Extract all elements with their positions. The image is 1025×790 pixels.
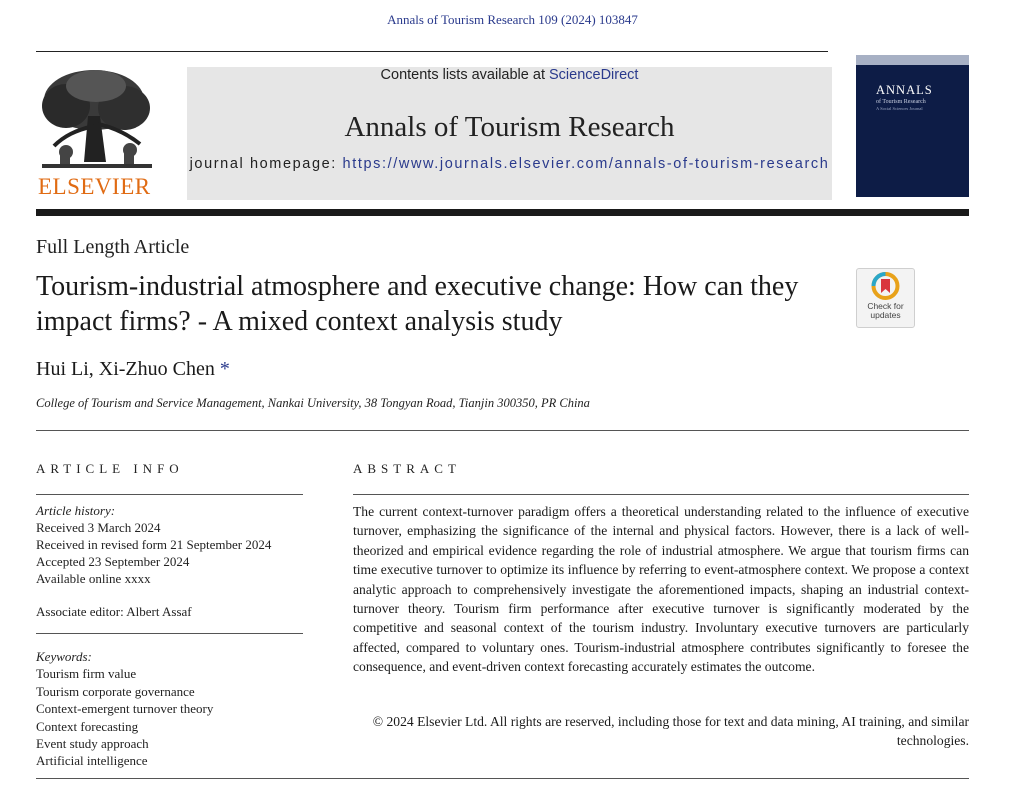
keywords-list xyxy=(36,648,213,770)
copyright-notice: © 2024 Elsevier Ltd. All rights are reserved, including those for text and data mining, AI training, and similar technologies. xyxy=(372,714,969,749)
cover-title: ANNALS xyxy=(876,83,933,97)
bottom-divider xyxy=(36,778,969,779)
affiliation-divider xyxy=(36,430,969,431)
history-item: Accepted 23 September 2024 xyxy=(36,554,190,569)
keyword-item: Tourism firm value xyxy=(36,666,137,682)
journal-homepage xyxy=(187,153,832,175)
badge-line-1: Check for xyxy=(867,301,904,311)
homepage-url-link[interactable]: https://www.journals.elsevier.com/annals-of-tourism-research xyxy=(342,156,830,172)
article-info-heading: ARTICLE INFO xyxy=(36,461,184,476)
header-thick-divider xyxy=(36,209,969,216)
author-affiliation: College of Tourism and Service Management, Nankai University, 38 Tongyan Road, Tianjin 300350, PR China xyxy=(36,396,590,410)
history-item: Received 3 March 2024 xyxy=(36,520,161,535)
journal-banner xyxy=(187,67,832,200)
history-label: Article history: xyxy=(36,503,116,518)
top-divider xyxy=(36,51,828,52)
cover-subtitle: of Tourism Research xyxy=(876,99,926,105)
badge-line-2: updates xyxy=(870,310,901,320)
associate-editor: Associate editor: Albert Assaf xyxy=(36,604,192,619)
keyword-item: Artificial intelligence xyxy=(36,753,148,769)
journal-cover-thumbnail[interactable] xyxy=(856,55,969,197)
journal-title: Annals of Tourism Research xyxy=(344,111,675,143)
article-history xyxy=(36,502,271,587)
check-for-updates-badge[interactable] xyxy=(856,268,915,328)
author-list xyxy=(36,358,230,381)
contents-prefix: Contents lists available at xyxy=(380,67,549,83)
elsevier-logo[interactable] xyxy=(36,66,158,200)
keywords-label: Keywords: xyxy=(36,649,92,664)
elsevier-wordmark: ELSEVIER xyxy=(38,174,151,199)
badge-label xyxy=(857,302,914,320)
journal-citation[interactable]: Annals of Tourism Research 109 (2024) 103847 xyxy=(387,12,638,27)
sciencedirect-link[interactable]: ScienceDirect xyxy=(549,67,639,83)
keyword-item: Tourism corporate governance xyxy=(36,683,195,699)
abstract-heading: ABSTRACT xyxy=(353,461,461,476)
cover-tagline: A Social Sciences Journal xyxy=(876,106,923,111)
corresponding-author-link[interactable]: * xyxy=(219,358,230,380)
article-type: Full Length Article xyxy=(36,236,190,258)
elsevier-tree-icon xyxy=(36,66,158,170)
homepage-label: journal homepage: xyxy=(189,156,343,172)
contents-line xyxy=(187,67,832,83)
keyword-item: Event study approach xyxy=(36,736,149,752)
history-item: Available online xxxx xyxy=(36,571,151,586)
cover-strip xyxy=(856,55,969,65)
abstract-divider xyxy=(353,494,969,495)
keyword-item: Context forecasting xyxy=(36,718,139,734)
keyword-item: Context-emergent turnover theory xyxy=(36,701,214,717)
check-updates-icon xyxy=(857,271,914,305)
article-info-divider xyxy=(36,494,303,495)
history-item: Received in revised form 21 September 2024 xyxy=(36,537,272,552)
article-title: Tourism-industrial atmosphere and executive change: How can they impact firms? - A mixed context analysis study xyxy=(36,271,799,337)
author-names[interactable]: Hui Li, Xi-Zhuo Chen xyxy=(36,358,215,380)
abstract-text: The current context-turnover paradigm offers a theoretical understanding related to the influence of executive turnover, emphasizing the significance of the internal and physical factors. However, there is a lack of well-theorized and empirical evidence regarding the role of industrial atmosphere. We argue that tourism firms can time executive turnover to optimize its influence by referring to event-atmosphere context. We propose a context analytic approach to comprehensively investigate the aforementioned impacts, shaping an industrial context-turnover theory. Tourism firm performance after executive turnover is significantly moderated by the competitive and seasonal context of the tourism industry. Involuntary executive turnovers are particularly affected, compared to voluntary ones. Tourism-industrial atmosphere contributes significantly to foresee the consequence, and event-driven context forecasting accurately estimates the outcome. xyxy=(353,504,969,675)
keywords-divider xyxy=(36,633,303,634)
